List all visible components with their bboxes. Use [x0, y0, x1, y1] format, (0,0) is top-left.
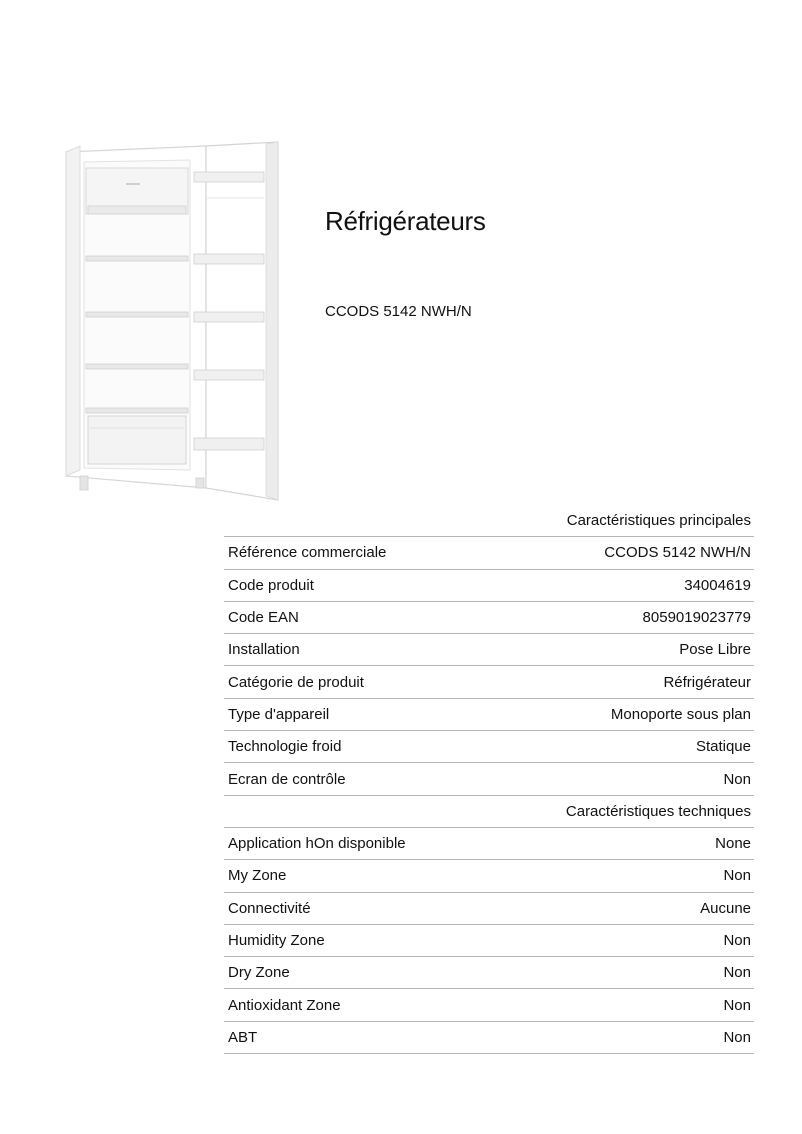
- spec-row: [224, 989, 754, 1021]
- spec-row: [224, 957, 754, 989]
- spec-row: [224, 602, 754, 634]
- spec-row: [224, 860, 754, 892]
- spec-label: Application hOn disponible: [228, 835, 406, 853]
- spec-label: Type d'appareil: [228, 705, 330, 723]
- section-title: Caractéristiques principales: [566, 512, 751, 530]
- spec-label: Code produit: [228, 576, 314, 594]
- spec-value: Non: [723, 1028, 751, 1046]
- spec-label: ABT: [228, 1028, 258, 1046]
- refrigerator-image: [56, 138, 288, 504]
- spec-value: CCODS 5142 NWH/N: [604, 544, 751, 562]
- product-model: CCODS 5142 NWH/N: [325, 303, 472, 320]
- section-title: Caractéristiques techniques: [565, 802, 751, 820]
- spec-value: 34004619: [684, 576, 751, 594]
- spec-label: Ecran de contrôle: [228, 770, 346, 788]
- spec-label: Dry Zone: [228, 964, 290, 982]
- spec-value: Non: [723, 964, 751, 982]
- spec-label: Référence commerciale: [228, 544, 387, 562]
- spec-value: 8059019023779: [642, 609, 751, 627]
- spec-row: [224, 893, 754, 925]
- spec-label: Code EAN: [228, 609, 299, 627]
- spec-row: [224, 731, 754, 763]
- spec-value: Non: [723, 770, 751, 788]
- spec-value: Monoporte sous plan: [610, 705, 751, 723]
- spec-label: Humidity Zone: [228, 932, 325, 949]
- spec-row: [224, 1022, 754, 1054]
- spec-value: Non: [723, 932, 751, 949]
- section-header-main: [224, 505, 754, 537]
- spec-value: Statique: [695, 738, 751, 756]
- spec-row: [224, 634, 754, 666]
- spec-label: Catégorie de produit: [228, 673, 364, 691]
- specifications-table: [224, 505, 754, 1054]
- spec-value: Aucune: [700, 899, 751, 917]
- spec-row: [224, 699, 754, 731]
- spec-value: Non: [723, 996, 751, 1014]
- spec-value: Pose Libre: [679, 641, 751, 659]
- spec-row: [224, 828, 754, 860]
- spec-row: [224, 537, 754, 569]
- spec-row: [224, 925, 754, 957]
- spec-label: Technologie froid: [228, 738, 342, 756]
- page-title: Réfrigérateurs: [325, 206, 486, 236]
- spec-row: [224, 570, 754, 602]
- spec-label: Installation: [228, 641, 300, 659]
- section-header-technical: [224, 796, 754, 828]
- spec-value: None: [715, 835, 751, 853]
- spec-value: Non: [723, 867, 751, 885]
- spec-label: Connectivité: [228, 899, 311, 917]
- spec-row: [224, 763, 754, 795]
- spec-label: Antioxidant Zone: [228, 996, 341, 1014]
- spec-value: Réfrigérateur: [663, 673, 751, 691]
- spec-label: My Zone: [228, 867, 287, 885]
- spec-row: [224, 666, 754, 698]
